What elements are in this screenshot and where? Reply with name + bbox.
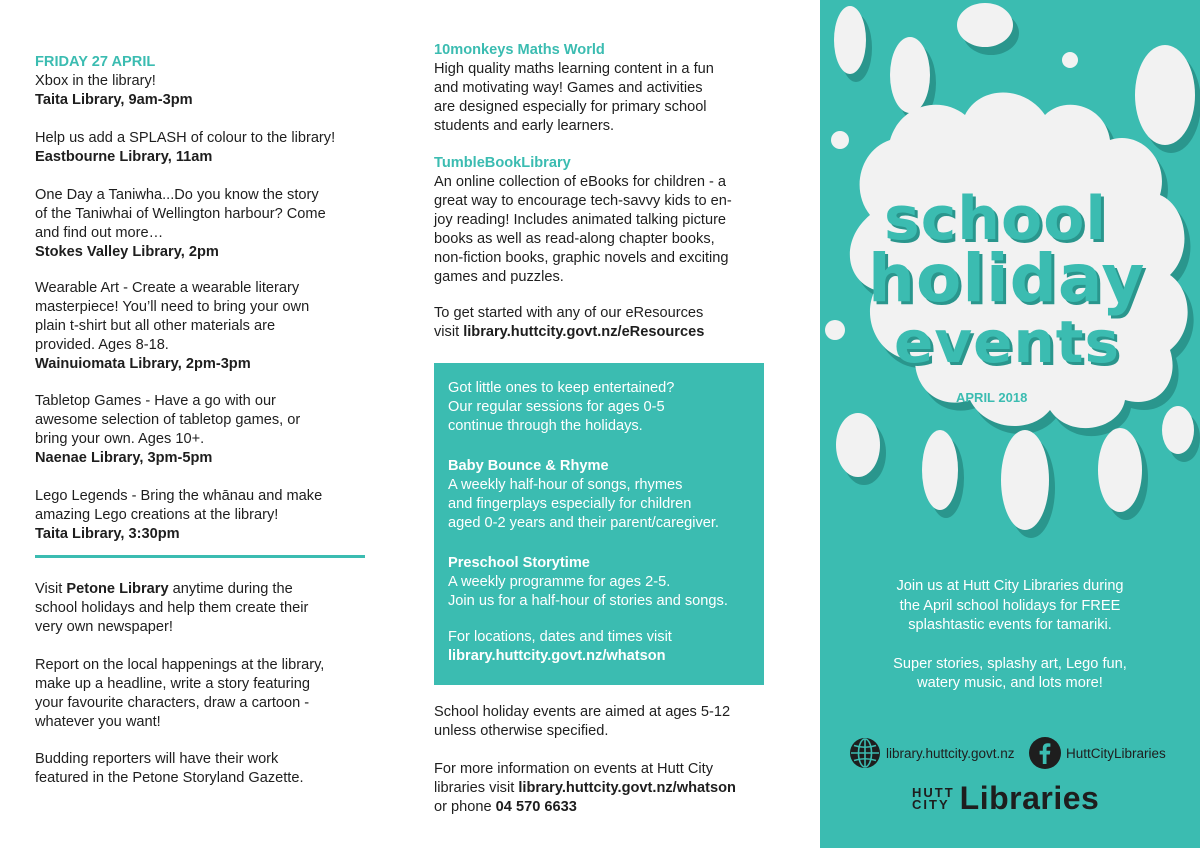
blurb-line: watery music, and lots more! — [917, 675, 1103, 691]
visit-text: Visit — [35, 581, 67, 597]
event-location: Naenae Library, 3pm-5pm — [35, 450, 213, 466]
event-desc-line: provided. Ages 8-18. — [35, 337, 169, 353]
website-row[interactable] — [848, 735, 1015, 771]
event-wearable-art — [35, 279, 365, 374]
blurb-line: Super stories, splashy art, Lego fun, — [893, 655, 1127, 672]
event-desc-line: Tabletop Games - Have a go with our — [35, 393, 276, 409]
or-phone-text: or phone — [434, 799, 496, 815]
blurb-line: splashtastic events for tamariki. — [908, 617, 1112, 633]
globe-icon — [848, 736, 882, 770]
maths-line: High quality maths learning content in a fun — [434, 61, 714, 77]
report-line: make up a headline, write a story featuring — [35, 676, 311, 692]
tumble-line: An online collection of eBooks for children - a — [434, 174, 727, 190]
baby-line: A weekly half-hour of songs, rhymes — [448, 477, 683, 493]
phone-line — [434, 798, 774, 817]
maths-line: are designed especially for primary school — [434, 99, 707, 115]
maths-line: and motivating way! Games and activities — [434, 80, 703, 96]
event-desc-line: masterpiece! You’ll need to bring your own — [35, 299, 310, 315]
get-started-text: To get started with any of our eResources — [434, 305, 704, 321]
event-location: Eastbourne Library, 11am — [35, 149, 213, 165]
event-splash — [35, 129, 365, 167]
title-line-events: events — [894, 308, 1121, 376]
petone-library-name: Petone Library — [66, 581, 169, 597]
event-desc-line: of the Taniwhai of Wellington harbour? Come — [35, 206, 326, 222]
hutt-city-libraries-logo — [912, 780, 1099, 817]
event-desc-line: amazing Lego creations at the library! — [35, 507, 279, 523]
event-desc-line: Lego Legends - Bring the whānau and make — [35, 488, 323, 504]
more-info-text: For more information on events at Hutt City — [434, 761, 714, 777]
tumblebook-block — [434, 154, 774, 287]
report-line: Report on the local happenings at the library, — [35, 657, 325, 673]
event-desc-line: plain t-shirt but all other materials are — [35, 318, 276, 334]
report-line: your favourite characters, draw a cartoon - — [35, 695, 310, 711]
phone-number: 04 570 6633 — [495, 799, 577, 815]
event-desc-line: Wearable Art - Create a wearable literary — [35, 280, 300, 296]
box-intro-line: Our regular sessions for ages 0-5 — [448, 399, 665, 415]
storytime-line: Join us for a half-hour of stories and songs. — [448, 593, 728, 609]
storytime-heading: Preschool Storytime — [448, 555, 590, 571]
facebook-label: HuttCityLibraries — [1066, 745, 1166, 761]
tumble-line: great way to encourage tech-savvy kids to en- — [434, 193, 732, 209]
event-taniwha — [35, 186, 365, 262]
budding-paragraph — [35, 750, 365, 788]
petone-line-3: very own newspaper! — [35, 619, 173, 635]
baby-line: and fingerplays especially for children — [448, 496, 692, 512]
budding-line: Budding reporters will have their work — [35, 751, 279, 767]
get-started-visit — [434, 323, 774, 342]
cover-blurb — [860, 577, 1160, 694]
box-locations — [448, 628, 758, 666]
box-intro — [448, 379, 758, 436]
petone-line-rest: anytime during the — [168, 581, 293, 597]
preschool-info-box — [434, 363, 764, 685]
event-desc-line: and find out more… — [35, 225, 164, 241]
cover-panel — [820, 0, 1200, 848]
logo-city: CITY — [912, 796, 950, 812]
baby-bounce-block — [448, 457, 758, 533]
title-line-holiday: holiday — [868, 240, 1146, 317]
splash-graphic — [820, 0, 1200, 848]
report-paragraph — [35, 656, 365, 732]
event-tabletop — [35, 392, 365, 468]
facebook-row[interactable] — [1028, 735, 1166, 771]
maths-world-heading: 10monkeys Maths World — [434, 42, 605, 58]
logo-hutt-city — [912, 784, 955, 812]
event-lego — [35, 487, 365, 544]
event-location: Stokes Valley Library, 2pm — [35, 244, 219, 260]
budding-line: featured in the Petone Storyland Gazette. — [35, 770, 304, 786]
event-desc-line: Help us add a SPLASH of colour to the library! — [35, 130, 336, 146]
aimed-line: School holiday events are aimed at ages 5-12 — [434, 704, 731, 720]
baby-line: aged 0-2 years and their parent/caregiver. — [448, 515, 719, 531]
locations-text: For locations, dates and times visit — [448, 629, 672, 645]
event-desc-line: Xbox in the library! — [35, 73, 156, 89]
get-started-block — [434, 304, 774, 342]
libraries-visit-text: libraries visit — [434, 780, 519, 796]
cover-date: APRIL 2018 — [956, 390, 1028, 405]
maths-world-block — [434, 41, 774, 136]
event-location: Wainuiomata Library, 2pm-3pm — [35, 356, 251, 372]
baby-bounce-heading: Baby Bounce & Rhyme — [448, 458, 609, 474]
petone-line-1 — [35, 580, 365, 599]
aimed-line: unless otherwise specified. — [434, 723, 609, 739]
eresources-link[interactable]: library.huttcity.govt.nz/eResources — [463, 324, 705, 340]
more-info-visit — [434, 779, 774, 798]
date-heading: FRIDAY 27 APRIL — [35, 54, 156, 70]
petone-paragraph — [35, 580, 365, 637]
logo-hutt: HUTT — [912, 784, 955, 800]
report-line: whatever you want! — [35, 714, 161, 730]
event-location: Taita Library, 3:30pm — [35, 526, 180, 542]
petone-line-2: school holidays and help them create their — [35, 600, 309, 616]
website-label: library.huttcity.govt.nz — [886, 745, 1015, 761]
box-intro-line: Got little ones to keep entertained? — [448, 380, 675, 396]
tumble-line: non-fiction books, graphic novels and exciting — [434, 250, 729, 266]
logo-libraries: Libraries — [959, 780, 1100, 816]
maths-line: students and early learners. — [434, 118, 615, 134]
visit-prefix: visit — [434, 324, 464, 340]
event-desc-line: bring your own. Ages 10+. — [35, 431, 205, 447]
section-divider — [35, 555, 365, 558]
storytime-block — [448, 554, 758, 611]
blurb-line: Join us at Hutt City Libraries during — [896, 578, 1124, 594]
box-intro-line: continue through the holidays. — [448, 418, 643, 434]
more-info-block — [434, 760, 774, 817]
tumblebook-heading: TumbleBookLibrary — [434, 155, 571, 171]
box-whatson-link[interactable]: library.huttcity.govt.nz/whatson — [448, 648, 666, 664]
tumble-line: games and puzzles. — [434, 269, 564, 285]
facebook-icon — [1028, 736, 1062, 770]
tumble-line: books as well as read-along chapter books, — [434, 231, 715, 247]
event-xbox — [35, 72, 365, 110]
event-desc-line: One Day a Taniwha...Do you know the story — [35, 187, 319, 203]
blurb-line: the April school holidays for FREE — [899, 597, 1121, 614]
storytime-line: A weekly programme for ages 2-5. — [448, 574, 671, 590]
title-line-school: school — [884, 184, 1108, 254]
event-location: Taita Library, 9am-3pm — [35, 92, 193, 108]
whatson-link[interactable]: library.huttcity.govt.nz/whatson — [518, 780, 736, 796]
aimed-block — [434, 703, 774, 741]
event-desc-line: awesome selection of tabletop games, or — [35, 412, 301, 428]
tumble-line: joy reading! Includes animated talking picture — [434, 212, 727, 228]
